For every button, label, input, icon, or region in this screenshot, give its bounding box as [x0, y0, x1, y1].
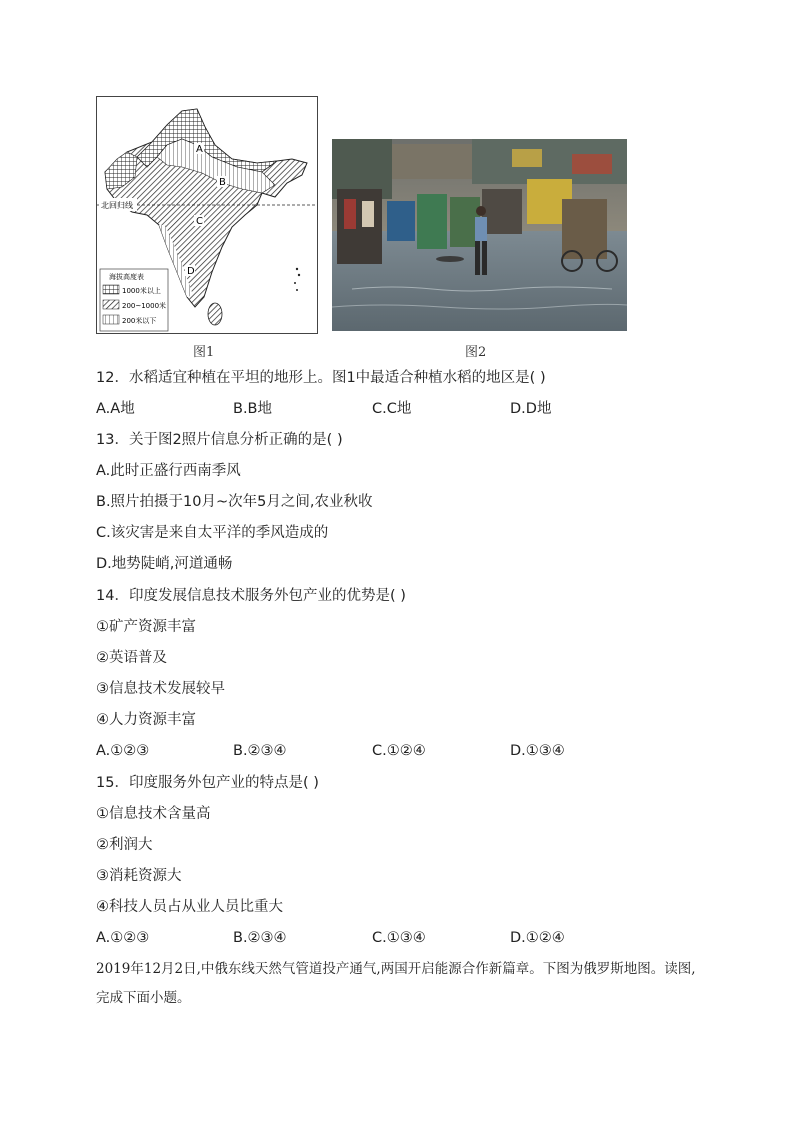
q13-option-d: D.地势陡峭,河道通畅 — [96, 556, 233, 572]
question-14-stem: 14．印度发展信息技术服务外包产业的优势是( ) — [96, 588, 406, 604]
figure-2-caption: 图2 — [465, 345, 487, 360]
south-asia-map — [97, 97, 317, 333]
q15-item-3: ③消耗资源大 — [96, 868, 182, 884]
q12-option-c: C.C地 — [372, 401, 412, 417]
q15-item-2: ②利润大 — [96, 837, 153, 853]
q12-option-d: D.D地 — [510, 401, 552, 417]
tropic-label: 北回归线 — [101, 201, 133, 210]
point-d-label: D — [187, 266, 195, 277]
legend-item-high: 1000米以上 — [122, 287, 161, 295]
q14-item-3: ③信息技术发展较早 — [96, 681, 225, 697]
q15-option-a: A.①②③ — [96, 930, 150, 946]
point-a-label: A — [196, 144, 203, 155]
q14-item-4: ④人力资源丰富 — [96, 712, 196, 728]
q14-option-b: B.②③④ — [233, 743, 287, 759]
question-15-stem: 15．印度服务外包产业的特点是( ) — [96, 775, 319, 791]
figure-1-map — [96, 96, 318, 334]
question-13-stem: 13．关于图2照片信息分析正确的是( ) — [96, 432, 343, 448]
flood-street-photo — [332, 139, 627, 331]
q14-item-2: ②英语普及 — [96, 650, 167, 666]
legend-title: 海拔高度表 — [109, 273, 144, 281]
q14-option-d: D.①③④ — [510, 743, 565, 759]
q12-option-a: A.A地 — [96, 401, 135, 417]
sri-lanka-shape — [208, 303, 222, 325]
q15-option-d: D.①②④ — [510, 930, 565, 946]
q15-item-1: ①信息技术含量高 — [96, 806, 211, 822]
q14-option-a: A.①②③ — [96, 743, 150, 759]
q12-option-b: B.B地 — [233, 401, 273, 417]
passage-text: 2019年12月2日,中俄东线天然气管道投产通气,两国开启能源合作新篇章。下图为俄罗斯地图。读图,完成下面小题。 — [96, 961, 696, 1006]
q15-option-c: C.①③④ — [372, 930, 426, 946]
q13-option-a: A.此时正盛行西南季风 — [96, 463, 241, 479]
legend-item-low: 200米以下 — [122, 317, 157, 325]
q13-option-c: C.该灾害是来自太平洋的季风造成的 — [96, 525, 329, 541]
q14-option-c: C.①②④ — [372, 743, 426, 759]
figure-1-caption: 图1 — [193, 345, 215, 360]
point-b-label: B — [219, 177, 226, 188]
point-c-label: C — [196, 216, 203, 227]
legend-item-mid: 200~1000米 — [122, 302, 167, 310]
q14-item-1: ①矿产资源丰富 — [96, 619, 196, 635]
q15-item-4: ④科技人员占从业人员比重大 — [96, 899, 283, 915]
q13-option-b: B.照片拍摄于10月~次年5月之间,农业秋收 — [96, 494, 373, 510]
figure-2-photo — [332, 139, 627, 331]
q15-option-b: B.②③④ — [233, 930, 287, 946]
question-12-stem: 12．水稻适宜种植在平坦的地形上。图1中最适合种植水稻的地区是( ) — [96, 370, 546, 386]
